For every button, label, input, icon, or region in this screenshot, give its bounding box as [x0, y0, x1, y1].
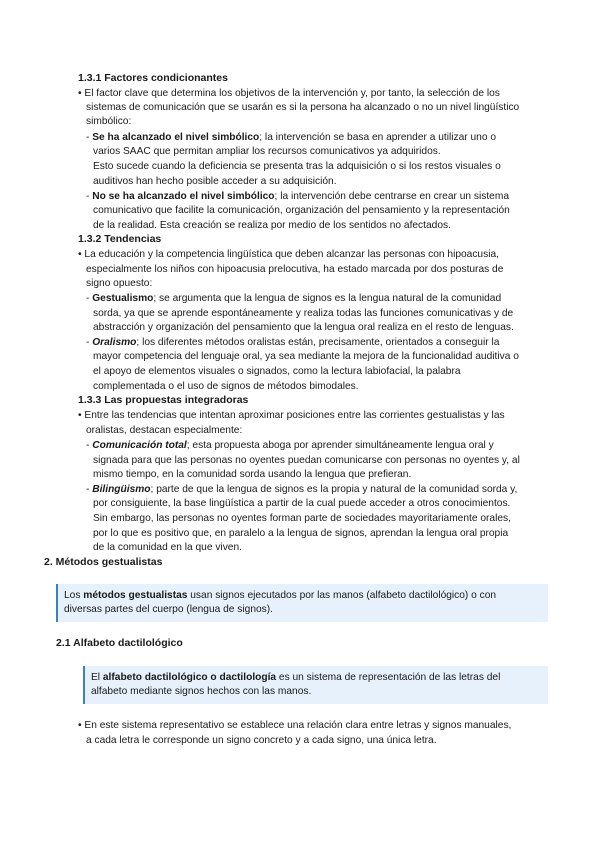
paragraph-line: sorda, ya que se aprende espontáneamente y realiza todas las funciones comunicativas y de [93, 308, 514, 319]
paragraph-line: por lo que es positivo que, en paralelo a la lengua de signos, aprendan la lengua oral propia [93, 528, 509, 539]
list-item: - Oralismo; los diferentes métodos oralistas están, precisamente, orientados a conseguir la [86, 337, 500, 348]
paragraph-line: auditivos han hecho posible acceder a su adquisición. [93, 176, 337, 187]
section-heading-2: 2. Métodos gestualistas [44, 556, 163, 568]
paragraph-line: varios SAAC que permitan ampliar los recursos comunicativos ya adquiridos. [93, 146, 441, 157]
list-item-term: Se ha alcanzado el nivel simbólico [92, 132, 260, 143]
paragraph-line: Esto sucede cuando la deficiencia se presenta tras la adquisición o si los restos visuales o [93, 161, 501, 172]
paragraph-line: comunicativo que facilite la comunicación, organización del pensamiento y la representación [93, 205, 510, 216]
list-item: - No se ha alcanzado el nivel simbólico; la intervención debe centrarse en crear un sistema [86, 191, 509, 202]
definition-box [56, 584, 548, 622]
paragraph-line: • La educación y la competencia lingüística que deben alcanzar las personas con hipoacusia, [78, 249, 499, 260]
paragraph-line: mismo tiempo, en la comunidad sorda usando la lengua que prefieran. [93, 469, 412, 480]
paragraph-line: • En este sistema representativo se establece una relación clara entre letras y signos manuales, [78, 720, 512, 731]
definition-line: diversas partes del cuerpo (lengua de signos). [64, 604, 273, 615]
section-heading-1-3-2: 1.3.2 Tendencias [78, 233, 162, 245]
paragraph-line: de la realidad. Esta creación se realiza por medio de los sentidos no afectados. [93, 220, 451, 231]
list-item-term: Comunicación total [92, 440, 187, 451]
paragraph-line: especialmente los niños con hipoacusia prelocutiva, ha estado marcada por dos posturas de [86, 264, 504, 275]
definition-line: alfabeto mediante signos hechos con las manos. [91, 686, 312, 697]
list-item-term: Gestualismo [92, 293, 154, 304]
paragraph-line: abstracción y organización del pensamiento que la lengua oral realiza en el resto de lenguas. [93, 322, 514, 333]
section-heading-1-3-1: 1.3.1 Factores condicionantes [78, 72, 228, 84]
definition-term: métodos gestualistas [83, 590, 188, 601]
list-item-term: No se ha alcanzado el nivel simbólico [92, 191, 275, 202]
paragraph-line: por consiguiente, la base lingüística a partir de la cual puede acceder a otros conocimientos. [93, 498, 511, 509]
paragraph-line: signo opuesto: [86, 278, 153, 289]
list-item-term: Oralismo [92, 337, 137, 348]
paragraph-line: Sin embargo, las personas no oyentes forman parte de sociedades mayoritariamente orales, [93, 513, 511, 524]
definition-line: El alfabeto dactilológico o dactilología es un sistema de representación de las letras del [91, 672, 501, 683]
paragraph-line: • Entre las tendencias que intentan aproximar posiciones entre las corrientes gestualistas y las [78, 410, 505, 421]
list-item: - Se ha alcanzado el nivel simbólico; la intervención se basa en aprender a utilizar uno o [86, 132, 496, 143]
paragraph-line: de la comunidad en la que viven. [93, 542, 242, 553]
paragraph-line: el apoyo de elementos visuales o signados, como la lectura labiofacial, la palabra [93, 366, 461, 377]
paragraph-line: complementada o el uso de signos de métodos bimodales. [93, 381, 359, 392]
paragraph-line: oralistas, destacan especialmente: [86, 425, 243, 436]
paragraph-line: sistemas de comunicación que se usarán es si la persona ha alcanzado o no un nivel lingüístico [86, 102, 520, 113]
list-item: - Comunicación total; esta propuesta aboga por aprender simultáneamente lengua oral y [86, 440, 494, 451]
paragraph-line: simbólico: [86, 116, 132, 127]
list-item: - Bilingüismo; parte de que la lengua de signos es la propia y natural de la comunidad sorda y, [86, 484, 518, 495]
list-item: - Gestualismo; se argumenta que la lengua de signos es la lengua natural de la comunidad [86, 293, 502, 304]
definition-line: Los métodos gestualistas usan signos ejecutados por las manos (alfabeto dactilológico) o con [64, 590, 497, 601]
definition-box [83, 666, 548, 704]
section-heading-1-3-3: 1.3.3 Las propuestas integradoras [78, 394, 249, 406]
paragraph-line: • El factor clave que determina los objetivos de la intervención y, por tanto, la selección de los [78, 88, 500, 99]
section-heading-2-1: 2.1 Alfabeto dactilológico [56, 637, 183, 649]
paragraph-line: mayor competencia del lenguaje oral, ya sea mediante la mejora de la funcionalidad auditiva o [93, 351, 519, 362]
paragraph-line: signada para que las personas no oyentes puedan comunicarse con personas no oyentes y, al [93, 455, 520, 466]
list-item-term: Bilingüismo [92, 484, 151, 495]
definition-term: alfabeto dactilológico o dactilología [102, 672, 277, 683]
paragraph-line: a cada letra le corresponde un signo concreto y a cada signo, una única letra. [86, 735, 437, 746]
